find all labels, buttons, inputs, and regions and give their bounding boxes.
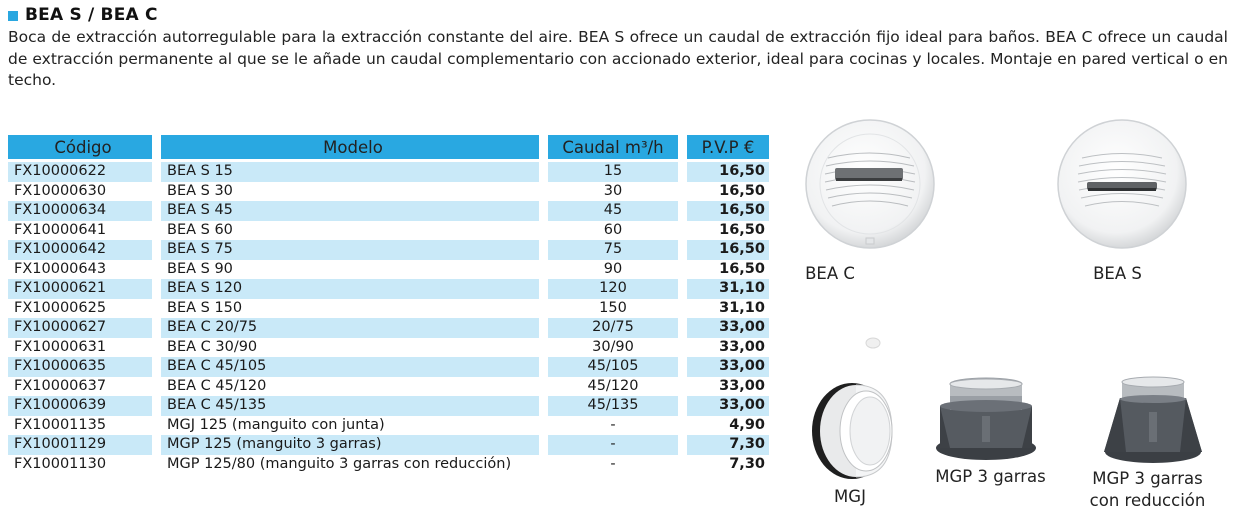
table-row	[8, 396, 769, 416]
cell-flow: 60	[603, 221, 623, 238]
cell-code: FX10000630	[14, 182, 107, 199]
cell-code: FX10000625	[14, 299, 107, 316]
cell-model: BEA C 30/90	[167, 338, 258, 355]
cell-model: BEA S 120	[161, 279, 539, 299]
price-table	[8, 135, 769, 474]
cell-flow: 45/105	[548, 357, 678, 377]
col-header-flow: Caudal m³/h	[548, 135, 678, 162]
cell-price: 16,50	[687, 162, 769, 182]
table-row	[8, 260, 769, 280]
cell-code: FX10001130	[14, 455, 107, 472]
cell-flow: 45/135	[548, 396, 678, 416]
title-bullet	[8, 11, 18, 21]
bea-c-image	[790, 118, 950, 253]
cell-flow: -	[610, 455, 616, 472]
cell-price: 16,50	[719, 182, 765, 199]
cell-code: FX10000627	[8, 318, 152, 338]
decorative-dot	[864, 336, 882, 350]
cell-price: 16,50	[687, 201, 769, 221]
table-row	[8, 318, 769, 338]
cell-flow: 120	[548, 279, 678, 299]
cell-price: 16,50	[687, 240, 769, 260]
cell-code: FX10001135	[14, 416, 107, 433]
cell-flow: 90	[603, 260, 623, 277]
cell-code: FX10000634	[8, 201, 152, 221]
cell-flow: 45/120	[587, 377, 639, 394]
table-row	[8, 279, 769, 299]
cell-code: FX10000637	[14, 377, 107, 394]
cell-model: MGP 125 (manguito 3 garras)	[161, 435, 539, 455]
cell-code: FX10000641	[14, 221, 107, 238]
cell-code: FX10000631	[14, 338, 107, 355]
mgj-image	[800, 378, 900, 484]
cell-price: 33,00	[719, 338, 765, 355]
table-row	[8, 221, 769, 241]
cell-model: BEA C 45/120	[167, 377, 267, 394]
cell-code: FX10000621	[8, 279, 152, 299]
table-row	[8, 201, 769, 221]
table-row	[8, 455, 769, 475]
cell-code: FX10000639	[8, 396, 152, 416]
bea-c-label: BEA C	[805, 264, 855, 283]
cell-model: MGJ 125 (manguito con junta)	[167, 416, 385, 433]
table-row	[8, 240, 769, 260]
cell-model: BEA C 45/135	[161, 396, 539, 416]
page-title: BEA S / BEA C	[25, 5, 158, 25]
col-header-code: Código	[8, 135, 152, 162]
cell-flow: 15	[548, 162, 678, 182]
cell-flow: -	[548, 435, 678, 455]
cell-model: BEA S 60	[167, 221, 233, 238]
col-header-price: P.V.P €	[687, 135, 769, 162]
cell-price: 16,50	[719, 260, 765, 277]
cell-price: 33,00	[719, 377, 765, 394]
mgp-image	[930, 376, 1042, 466]
cell-code: FX10000643	[14, 260, 107, 277]
cell-model: BEA S 45	[161, 201, 539, 221]
table-header-row	[8, 135, 769, 162]
table-row	[8, 435, 769, 455]
cell-model: BEA C 45/105	[161, 357, 539, 377]
cell-price: 31,10	[687, 279, 769, 299]
cell-model: BEA S 90	[167, 260, 233, 277]
cell-flow: -	[610, 416, 616, 433]
table-row	[8, 416, 769, 436]
bea-s-label: BEA S	[1093, 264, 1142, 283]
cell-model: BEA S 150	[167, 299, 243, 316]
cell-price: 4,90	[729, 416, 765, 433]
table-row	[8, 377, 769, 397]
cell-price: 7,30	[687, 435, 769, 455]
cell-flow: 150	[599, 299, 627, 316]
mgp-reduction-label-line1: MGP 3 garras	[1092, 469, 1203, 488]
cell-flow: 45	[548, 201, 678, 221]
cell-flow: 20/75	[548, 318, 678, 338]
bea-s-image	[1047, 118, 1197, 253]
cell-code: FX10000635	[8, 357, 152, 377]
cell-flow: 75	[548, 240, 678, 260]
table-row	[8, 357, 769, 377]
cell-model: MGP 125/80 (manguito 3 garras con reducción)	[167, 455, 512, 472]
title-row	[8, 3, 158, 27]
table-row	[8, 338, 769, 358]
product-description: Boca de extracción autorregulable para la extracción constante del aire. BEA S ofrece un caudal de extracción fijo ideal para baños. BEA C ofrece un caudal de extracción permanente al que se le añade un caudal complementario con accionado exterior, ideal para cocinas y locales. Montaje en pared vertical o en techo.	[8, 28, 1228, 89]
cell-price: 16,50	[719, 221, 765, 238]
cell-price: 31,10	[719, 299, 765, 316]
cell-code: FX10001129	[8, 435, 152, 455]
cell-price: 33,00	[687, 357, 769, 377]
cell-flow: 30	[603, 182, 623, 199]
mgp-reduction-label	[1080, 468, 1215, 512]
cell-price: 7,30	[729, 455, 765, 472]
cell-price: 33,00	[687, 318, 769, 338]
mgp-reduction-label-line2: con reducción	[1089, 491, 1206, 510]
cell-flow: 30/90	[592, 338, 634, 355]
col-header-model: Modelo	[161, 135, 539, 162]
cell-price: 33,00	[687, 396, 769, 416]
mgj-label: MGJ	[834, 487, 866, 506]
cell-code: FX10000622	[8, 162, 152, 182]
cell-model: BEA C 20/75	[161, 318, 539, 338]
mgp-label: MGP 3 garras	[935, 467, 1046, 486]
table-row	[8, 182, 769, 202]
mgp-reduction-image	[1098, 376, 1208, 468]
cell-model: BEA S 30	[167, 182, 233, 199]
cell-model: BEA S 15	[161, 162, 539, 182]
table-row	[8, 299, 769, 319]
table-row	[8, 162, 769, 182]
cell-code: FX10000642	[8, 240, 152, 260]
cell-model: BEA S 75	[161, 240, 539, 260]
